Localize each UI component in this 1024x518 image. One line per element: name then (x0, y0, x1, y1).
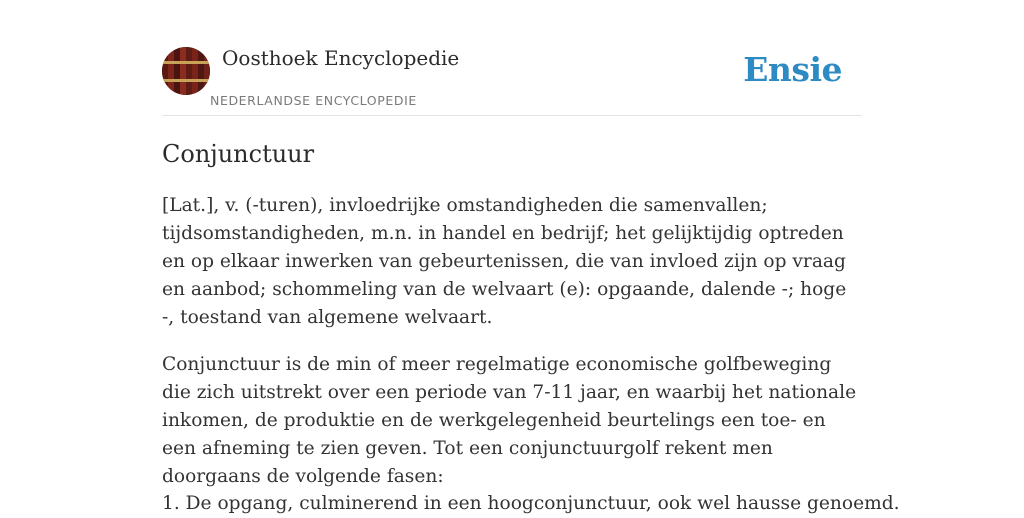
article-paragraph: [Lat.], v. (-turen), invloedrijke omstandigheden die samenvallen; tijdsomstandigheden, m.n. in handel en bedrijf; het gelijktijdig optreden en op elkaar inwerken van gebeurtenissen, die van invloed zijn op vraag en aanbod; schommeling van de welvaart (e): opgaande, dalende -; hoge -, toestand van algemene welvaart. (162, 195, 847, 328)
site-avatar[interactable] (162, 47, 210, 95)
brand-logo[interactable]: Ensie (743, 50, 842, 89)
site-header (162, 0, 862, 116)
article-title: Conjunctuur (162, 140, 315, 168)
book-band (162, 61, 210, 64)
article-paragraph: Conjunctuur is de min of meer regelmatige economische golfbeweging die zich uitstrekt over een periode van 7-11 jaar, en waarbij het nationale inkomen, de produktie en de werkgelegenheid beurtelings een toe- en een afneming te zien geven. Tot een conjunctuurgolf rekent men doorgaans de volgende fasen: (162, 354, 857, 487)
book-band (162, 79, 210, 82)
site-title[interactable]: Oosthoek Encyclopedie (222, 46, 460, 70)
article-paragraph: 1. De opgang, culminerend in een hoogconjunctuur, ook wel hausse genoemd. (162, 493, 900, 514)
page-container (162, 0, 900, 514)
book-spine (204, 47, 210, 95)
site-subtitle: NEDERLANDSE ENCYCLOPEDIE (210, 93, 417, 108)
